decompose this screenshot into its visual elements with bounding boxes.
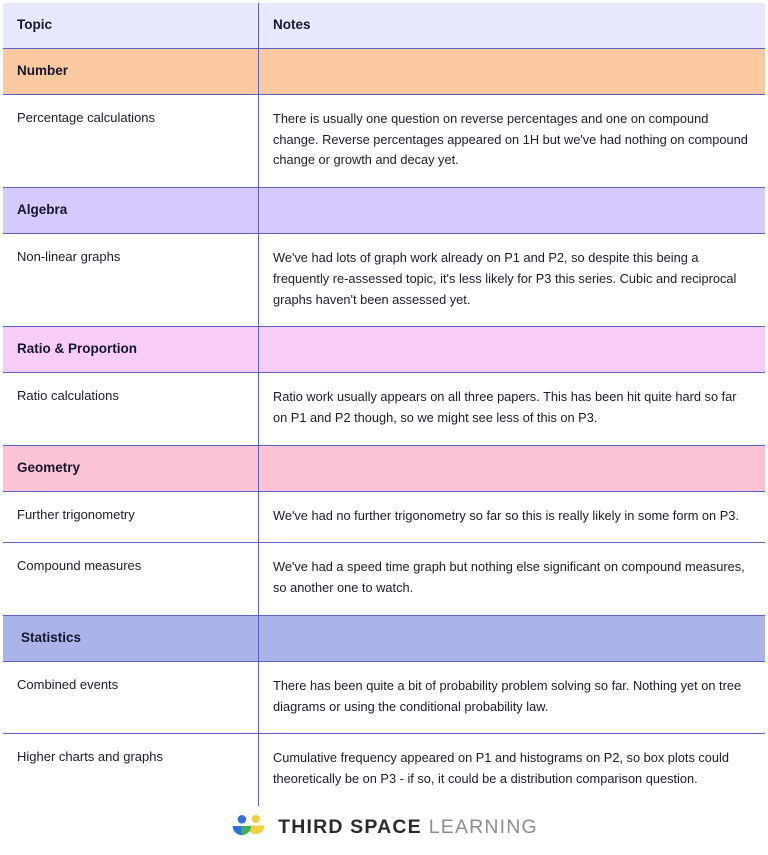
topic-name: Compound measures bbox=[3, 543, 259, 615]
table-row bbox=[3, 734, 766, 806]
revision-table-container bbox=[2, 2, 765, 807]
category-notes-empty-algebra bbox=[259, 188, 766, 234]
topic-notes: There has been quite a bit of probability problem solving so far. Nothing yet on tree diagrams or using the conditional probability law. bbox=[259, 661, 766, 733]
topic-name: Combined events bbox=[3, 661, 259, 733]
category-label-algebra: Algebra bbox=[3, 188, 259, 234]
category-notes-empty-number bbox=[259, 49, 766, 95]
topic-name: Ratio calculations bbox=[3, 373, 259, 445]
category-row-ratio-proportion bbox=[3, 327, 766, 373]
revision-table bbox=[2, 2, 766, 807]
topic-name: Percentage calculations bbox=[3, 95, 259, 188]
table-row bbox=[3, 95, 766, 188]
third-space-learning-people-logo-icon bbox=[230, 813, 266, 843]
column-header-topic: Topic bbox=[3, 3, 259, 49]
category-row-algebra bbox=[3, 188, 766, 234]
table-row bbox=[3, 543, 766, 615]
category-label-ratio-proportion: Ratio & Proportion bbox=[3, 327, 259, 373]
topic-notes: There is usually one question on reverse percentages and one on compound change. Reverse percentages appeared on 1H but we've had nothing on compound change or growth and decay yet. bbox=[259, 95, 766, 188]
table-header-row bbox=[3, 3, 766, 49]
table-row bbox=[3, 661, 766, 733]
topic-notes: We've had no further trigonometry so far so this is really likely in some form on P3. bbox=[259, 491, 766, 543]
category-notes-empty-statistics bbox=[259, 615, 766, 661]
table-row bbox=[3, 491, 766, 543]
table-body bbox=[3, 49, 766, 807]
topic-notes: Ratio work usually appears on all three papers. This has been hit quite hard so far on P1 and P2 though, so we might see less of this on P3. bbox=[259, 373, 766, 445]
brand-wordmark bbox=[278, 815, 538, 838]
brand-logo-lockup bbox=[230, 813, 538, 843]
category-notes-empty-geometry bbox=[259, 445, 766, 491]
topic-name: Higher charts and graphs bbox=[3, 734, 259, 806]
footer bbox=[0, 800, 768, 855]
table-row bbox=[3, 234, 766, 327]
topic-name: Non-linear graphs bbox=[3, 234, 259, 327]
topic-notes: We've had a speed time graph but nothing else significant on compound measures, so another one to watch. bbox=[259, 543, 766, 615]
topic-name: Further trigonometry bbox=[3, 491, 259, 543]
topic-notes: We've had lots of graph work already on P1 and P2, so despite this being a frequently re-assessed topic, it's less likely for P3 this series. Cubic and reciprocal graphs haven't been assessed yet. bbox=[259, 234, 766, 327]
category-notes-empty-ratio bbox=[259, 327, 766, 373]
brand-name-secondary: LEARNING bbox=[428, 815, 538, 838]
category-label-geometry: Geometry bbox=[3, 445, 259, 491]
brand-name-primary: THIRD SPACE bbox=[278, 815, 422, 838]
category-label-number: Number bbox=[3, 49, 259, 95]
category-row-statistics bbox=[3, 615, 766, 661]
table-header bbox=[3, 3, 766, 49]
category-label-statistics: Statistics bbox=[3, 615, 259, 661]
topic-notes: Cumulative frequency appeared on P1 and histograms on P2, so box plots could theoretically be on P3 - if so, it could be a distribution comparison question. bbox=[259, 734, 766, 806]
table-row bbox=[3, 373, 766, 445]
column-header-notes: Notes bbox=[259, 3, 766, 49]
category-row-geometry bbox=[3, 445, 766, 491]
category-row-number bbox=[3, 49, 766, 95]
